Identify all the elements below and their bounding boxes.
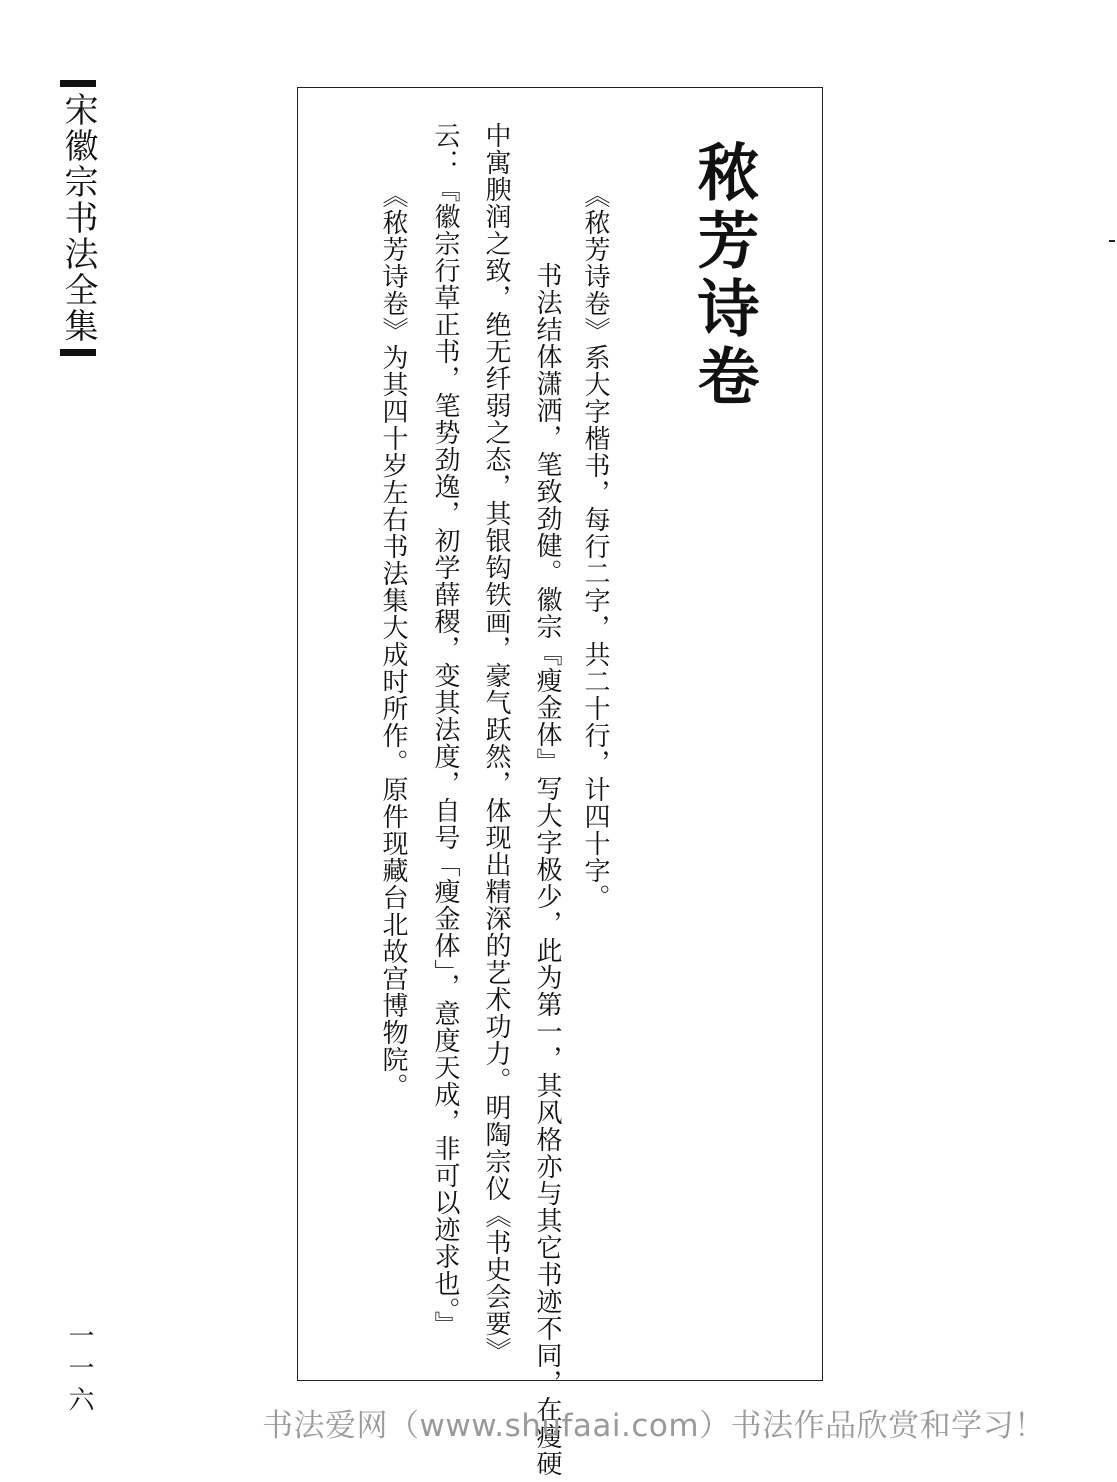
text-column-2: 书法结体潇洒，笔致劲健。徽宗『瘦金体』写大字极少，此为第一，其风格亦与其它书迹不同，在瘦硬 — [532, 262, 562, 1477]
article-title: 秾芳诗卷 — [687, 140, 760, 412]
text-column-4: 云：『徽宗行草正书，笔势劲逸，初学薛稷，变其法度，自号「瘦金体」，意度天成，非可以迹求也。』 — [430, 122, 460, 1338]
page-number: 一一六 — [64, 1322, 94, 1418]
text-column-5: 《秾芳诗卷》为其四十岁左右书法集大成时所作。原件现藏台北故宫博物院。 — [378, 182, 408, 1100]
book-title-text: 宋徽宗书法全集 — [58, 92, 98, 344]
edge-mark — [1109, 240, 1115, 242]
bracket-open-mark — [58, 78, 98, 92]
site-watermark: 书法爱网（www.shufaai.com）书法作品欣赏和学习！ — [262, 1408, 1046, 1444]
text-column-1: 《秾芳诗卷》系大字楷书，每行二字，共二十行，计四十字。 — [580, 182, 610, 911]
book-title-header — [58, 78, 98, 358]
text-column-3: 中寓腴润之致，绝无纤弱之态，其银钩铁画，豪气跃然，体现出精深的艺术功力。明陶宗仪《书史会要》 — [481, 122, 511, 1364]
bracket-close-mark — [58, 344, 98, 358]
